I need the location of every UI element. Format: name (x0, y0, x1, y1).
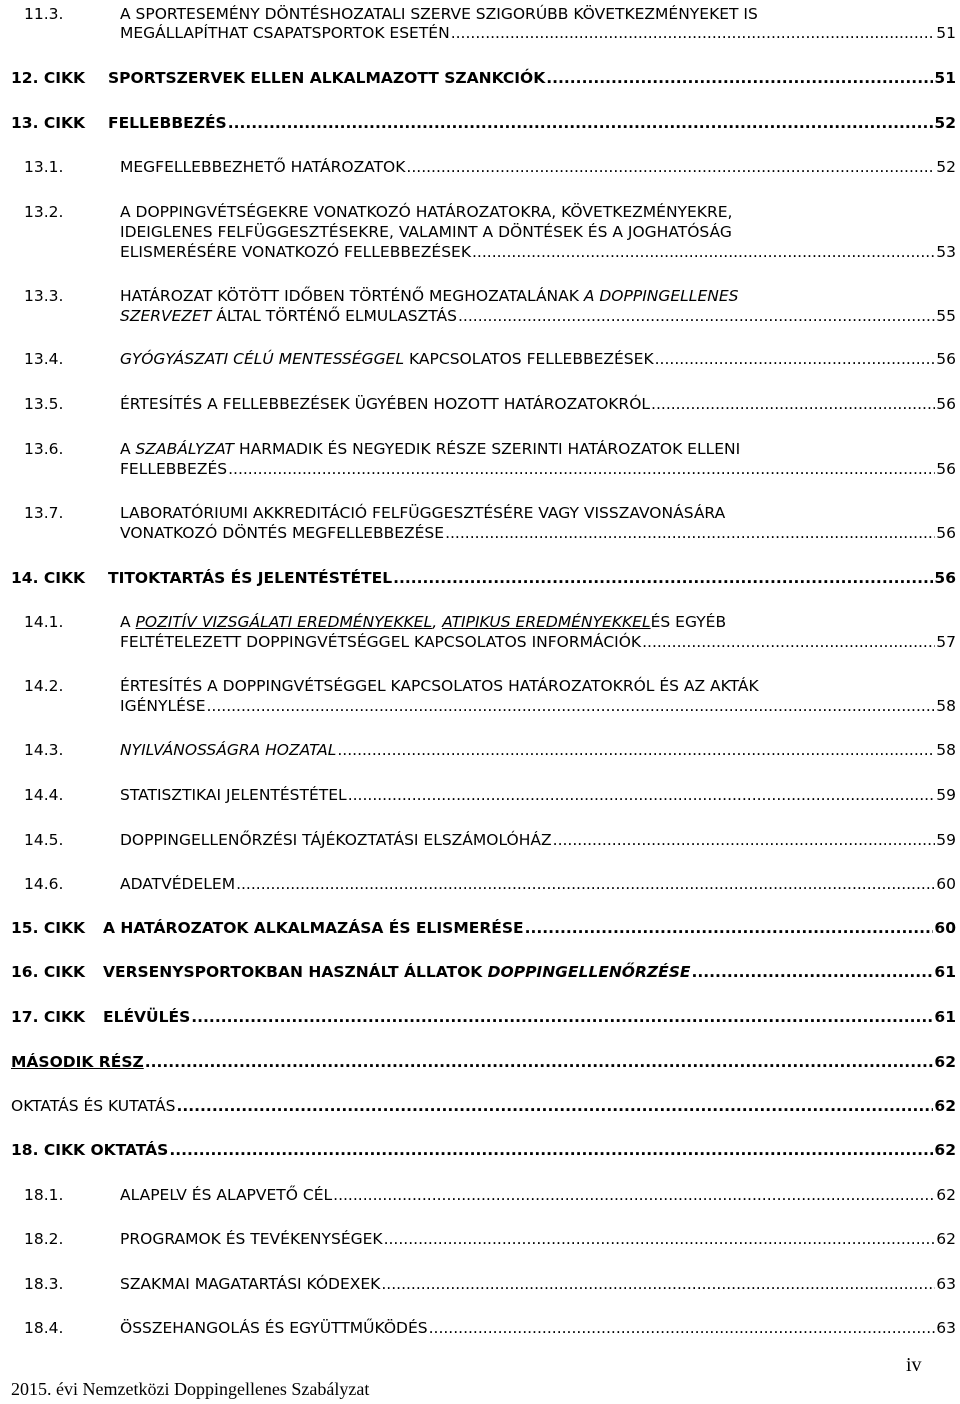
toc-entry-title (120, 875, 956, 894)
dot-leader (145, 1053, 934, 1072)
toc-entry-title-line: MEGÁLLAPÍTHAT CSAPATSPORTOK ESETÉN (120, 24, 450, 42)
dot-leader (406, 158, 935, 177)
dot-leader (176, 1097, 933, 1116)
dot-leader (381, 1275, 935, 1294)
toc-entry-title-line: SPORTSZERVEK ELLEN ALKALMAZOTT SZANKCIÓK (108, 69, 546, 87)
toc-entry-title-line: HATÁROZAT KÖTÖTT IDŐBEN TÖRTÉNŐ MEGHOZATALÁNAK A DOPPINGELLENES (120, 287, 739, 305)
toc-entry-title (120, 1186, 956, 1205)
toc-entry-title (120, 158, 956, 177)
dot-leader (191, 1008, 933, 1027)
toc-entry-title-line: ÉRTESÍTÉS A DOPPINGVÉTSÉGGEL KAPCSOLATOS HATÁROZATOKRÓL ÉS AZ AKTÁK (120, 677, 759, 695)
toc-entry-number: 18.1. (24, 1186, 64, 1204)
toc-entry-page: 62 (934, 1141, 956, 1159)
toc-entry-title (120, 504, 956, 543)
toc-entry-title-line: A HATÁROZATOK ALKALMAZÁSA ÉS ELISMERÉSE (103, 919, 524, 937)
toc-entry-title-line: FELLEBBEZÉS (108, 114, 227, 132)
toc-entry-page: 51 (934, 69, 956, 87)
dot-leader (458, 307, 935, 326)
toc-entry-title-line: A SPORTESEMÉNY DÖNTÉSHOZATALI SZERVE SZIGORÚBB KÖVETKEZMÉNYEKET IS (120, 5, 758, 23)
dot-leader (384, 1230, 936, 1249)
dot-leader (546, 69, 933, 88)
toc-entry-page: 60 (936, 875, 956, 893)
toc-entry-title-line: TITOKTARTÁS ÉS JELENTÉSTÉTEL (108, 569, 393, 587)
toc-entry-number: 13.6. (24, 440, 64, 458)
toc-entry-number: 14.3. (24, 741, 64, 759)
toc-entry-number: 14.1. (24, 613, 64, 631)
toc-entry-number: 16. CIKK (11, 963, 86, 981)
toc-entry-title (120, 287, 956, 326)
toc-entry-title (11, 1053, 956, 1072)
toc-entry-number: 18.2. (24, 1230, 64, 1248)
dot-leader (642, 633, 935, 652)
toc-entry-title-line: OKTATÁS ÉS KUTATÁS (11, 1097, 176, 1115)
toc-entry-title (120, 677, 956, 716)
toc-entry-title-line: A DOPPINGVÉTSÉGEKRE VONATKOZÓ HATÁROZATOKRA, KÖVETKEZMÉNYEKRE, (120, 203, 733, 221)
toc-entry-title-line: DOPPINGELLENŐRZÉSI TÁJÉKOZTATÁSI ELSZÁMOLÓHÁZ (120, 831, 552, 849)
dot-leader (525, 919, 934, 938)
toc-entry-page: 63 (936, 1275, 956, 1293)
toc-entry-number: 14. CIKK (11, 569, 86, 587)
toc-entry-title (120, 1230, 956, 1249)
toc-entry-title (120, 786, 956, 805)
toc-entry-title (120, 350, 956, 369)
toc-entry-page: 51 (936, 24, 956, 42)
dot-leader (655, 350, 936, 369)
toc-entry-number: 14.5. (24, 831, 64, 849)
toc-entry-title (103, 919, 956, 938)
dot-leader (228, 114, 934, 133)
toc-entry-title (120, 203, 956, 262)
toc-entry-page: 62 (936, 1230, 956, 1248)
dot-leader (393, 569, 933, 588)
toc-entry-title-line: ÖSSZEHANGOLÁS ÉS EGYÜTTMŰKÖDÉS (120, 1319, 428, 1337)
toc-entry-page: 61 (934, 963, 956, 981)
toc-entry-title (108, 569, 956, 588)
toc-entry-title-line: ELÉVÜLÉS (103, 1008, 191, 1026)
toc-entry-number: 13.1. (24, 158, 64, 176)
toc-entry-title-line: A SZABÁLYZAT HARMADIK ÉS NEGYEDIK RÉSZE SZERINTI HATÁROZATOK ELLENI (120, 440, 741, 458)
dot-leader (207, 697, 936, 716)
toc-entry-title-line: VONATKOZÓ DÖNTÉS MEGFELLEBBEZÉSE (120, 524, 445, 542)
dot-leader (445, 524, 935, 543)
toc-entry-title (120, 741, 956, 760)
toc-entry-title-line: ALAPELV ÉS ALAPVETŐ CÉL (120, 1186, 333, 1204)
toc-entry-title-line: FELLEBBEZÉS (120, 460, 228, 478)
toc-entry-page: 56 (936, 524, 956, 542)
toc-entry-number: 11.3. (24, 5, 64, 23)
toc-entry-title (120, 831, 956, 850)
toc-entry-page: 56 (936, 460, 956, 478)
toc-entry-title (103, 1008, 956, 1027)
toc-entry-number: 13.5. (24, 395, 64, 413)
toc-entry-number: 13.3. (24, 287, 64, 305)
toc-entry-page: 58 (936, 697, 956, 715)
dot-leader (333, 1186, 935, 1205)
dot-leader (553, 831, 936, 850)
dot-leader (451, 24, 936, 43)
toc-entry-number: 12. CIKK (11, 69, 86, 87)
toc-entry-title (108, 114, 956, 133)
toc-entry-title (103, 963, 956, 982)
toc-entry-title (11, 1141, 956, 1160)
toc-entry-page: 60 (934, 919, 956, 937)
toc-entry-page: 59 (936, 786, 956, 804)
toc-entry-number: 18.4. (24, 1319, 64, 1337)
toc-entry-number: 17. CIKK (11, 1008, 86, 1026)
toc-entry-title-line: STATISZTIKAI JELENTÉSTÉTEL (120, 786, 347, 804)
toc-entry-page: 62 (934, 1097, 956, 1115)
toc-entry-title-line: LABORATÓRIUMI AKKREDITÁCIÓ FELFÜGGESZTÉSÉRE VAGY VISSZAVONÁSÁRA (120, 504, 726, 522)
toc-entry-number: 13. CIKK (11, 114, 86, 132)
toc-entry-page: 52 (936, 158, 956, 176)
dot-leader (429, 1319, 936, 1338)
toc-entry-title (120, 1319, 956, 1338)
toc-entry-page: 52 (934, 114, 956, 132)
dot-leader (236, 875, 935, 894)
document-footer-title: 2015. évi Nemzetközi Doppingellenes Szabályzat (11, 1379, 370, 1399)
dot-leader (348, 786, 936, 805)
toc-entry-title-line: ELISMERÉSÉRE VONATKOZÓ FELLEBBEZÉSEK (120, 243, 471, 261)
toc-entry-title (120, 613, 956, 652)
toc-entry-page: 62 (934, 1053, 956, 1071)
toc-entry-page: 53 (936, 243, 956, 261)
toc-entry-page: 61 (934, 1008, 956, 1026)
toc-entry-title (120, 440, 956, 479)
toc-entry-page: 63 (936, 1319, 956, 1337)
toc-entry-page: 59 (936, 831, 956, 849)
toc-entry-page: 56 (934, 569, 956, 587)
toc-entry-number: 14.2. (24, 677, 64, 695)
toc-entry-number: 14.6. (24, 875, 64, 893)
toc-entry-title (120, 395, 956, 414)
toc-entry-title-line: SZERVEZET ÁLTAL TÖRTÉNŐ ELMULASZTÁS (120, 307, 457, 325)
toc-entry-number: 13.7. (24, 504, 64, 522)
toc-entry-number: 15. CIKK (11, 919, 86, 937)
toc-entry-number: 18.3. (24, 1275, 64, 1293)
toc-entry-title-line: IGÉNYLÉSE (120, 697, 206, 715)
toc-entry-title-line: NYILVÁNOSSÁGRA HOZATAL (120, 741, 337, 759)
toc-entry-title-line: MEGFELLEBBEZHETŐ HATÁROZATOK (120, 158, 406, 176)
toc-entry-title-line: SZAKMAI MAGATARTÁSI KÓDEXEK (120, 1275, 381, 1293)
page-number: iv (906, 1354, 922, 1376)
dot-leader (651, 395, 935, 414)
toc-entry-title-line: MÁSODIK RÉSZ (11, 1053, 144, 1071)
toc-entry-page: 57 (936, 633, 956, 651)
toc-entry-number: 13.2. (24, 203, 64, 221)
toc-entry-title-line: A POZITÍV VIZSGÁLATI EREDMÉNYEKKEL, ATIPIKUS EREDMÉNYEKKELÉS EGYÉB (120, 613, 727, 631)
toc-entry-title-line: ÉRTESÍTÉS A FELLEBBEZÉSEK ÜGYÉBEN HOZOTT HATÁROZATOKRÓL (120, 395, 651, 413)
toc-entry-title-line: GYÓGYÁSZATI CÉLÚ MENTESSÉGGEL KAPCSOLATOS FELLEBBEZÉSEK (120, 350, 654, 368)
toc-entry-page: 62 (936, 1186, 956, 1204)
toc-entry-title-line: PROGRAMOK ÉS TEVÉKENYSÉGEK (120, 1230, 383, 1248)
dot-leader (692, 963, 934, 982)
toc-entry-page: 55 (936, 307, 956, 325)
toc-entry-number: 14.4. (24, 786, 64, 804)
dot-leader (472, 243, 935, 262)
toc-entry-title (120, 5, 956, 43)
toc-entry-title-line: ADATVÉDELEM (120, 875, 236, 893)
toc-entry-title (120, 1275, 956, 1294)
toc-entry-title-line: IDEIGLENES FELFÜGGESZTÉSEKRE, VALAMINT A DÖNTÉSEK ÉS A JOGHATÓSÁG (120, 223, 732, 241)
toc-entry-title (11, 1097, 956, 1116)
dot-leader (169, 1141, 933, 1160)
toc-entry-page: 56 (936, 395, 956, 413)
toc-entry-page: 56 (936, 350, 956, 368)
toc-entry-title-line: 18. CIKK OKTATÁS (11, 1141, 169, 1159)
toc-entry-page: 58 (936, 741, 956, 759)
dot-leader (337, 741, 935, 760)
toc-entry-number: 13.4. (24, 350, 64, 368)
toc-entry-title-line: FELTÉTELEZETT DOPPINGVÉTSÉGGEL KAPCSOLATOS INFORMÁCIÓK (120, 633, 642, 651)
dot-leader (228, 460, 935, 479)
toc-entry-title-line: VERSENYSPORTOKBAN HASZNÁLT ÁLLATOK DOPPINGELLENŐRZÉSE (103, 963, 691, 981)
toc-entry-title (108, 69, 956, 88)
